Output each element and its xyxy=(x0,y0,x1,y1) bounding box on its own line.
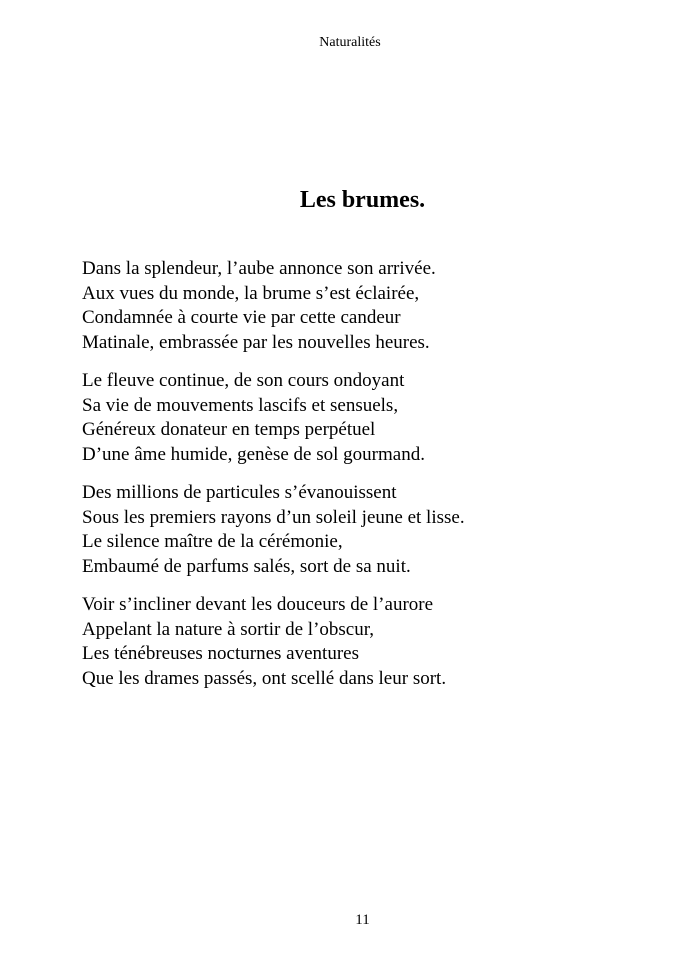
stanza-1 xyxy=(82,257,642,355)
verse-line: Sous les premiers rayons d’un soleil jeune et lisse. xyxy=(82,506,465,528)
verse-line: Aux vues du monde, la brume s’est éclairée, xyxy=(82,282,420,304)
verse-line: Des millions de particules s’évanouissent xyxy=(82,482,397,503)
verse-line: Dans la splendeur, l’aube annonce son arrivée. xyxy=(82,258,436,279)
poem-title: Les brumes. xyxy=(299,187,426,213)
verse-line: Appelant la nature à sortir de l’obscur, xyxy=(82,618,375,640)
verse-line: Matinale, embrassée par les nouvelles heures. xyxy=(82,331,430,353)
verse-line: Condamnée à courte vie par cette candeur xyxy=(82,307,401,328)
stanza-4 xyxy=(82,593,642,691)
verse-line: D’une âme humide, genèse de sol gourmand. xyxy=(82,443,425,465)
stanza-3 xyxy=(82,481,642,579)
verse-line: Embaumé de parfums salés, sort de sa nuit. xyxy=(82,555,411,577)
running-header: Naturalités xyxy=(319,35,381,50)
verse-line: Généreux donateur en temps perpétuel xyxy=(82,419,376,440)
verse-line: Le fleuve continue, de son cours ondoyant xyxy=(82,370,405,391)
page-number: 11 xyxy=(355,912,370,928)
verse-line: Que les drames passés, ont scellé dans leur sort. xyxy=(82,667,447,689)
verse-line: Les ténébreuses nocturnes aventures xyxy=(82,643,359,664)
verse-line: Le silence maître de la cérémonie, xyxy=(82,531,343,552)
poem-body xyxy=(82,257,642,705)
verse-line: Sa vie de mouvements lascifs et sensuels, xyxy=(82,394,399,416)
stanza-2 xyxy=(82,369,642,467)
verse-line: Voir s’incliner devant les douceurs de l’aurore xyxy=(82,594,434,615)
